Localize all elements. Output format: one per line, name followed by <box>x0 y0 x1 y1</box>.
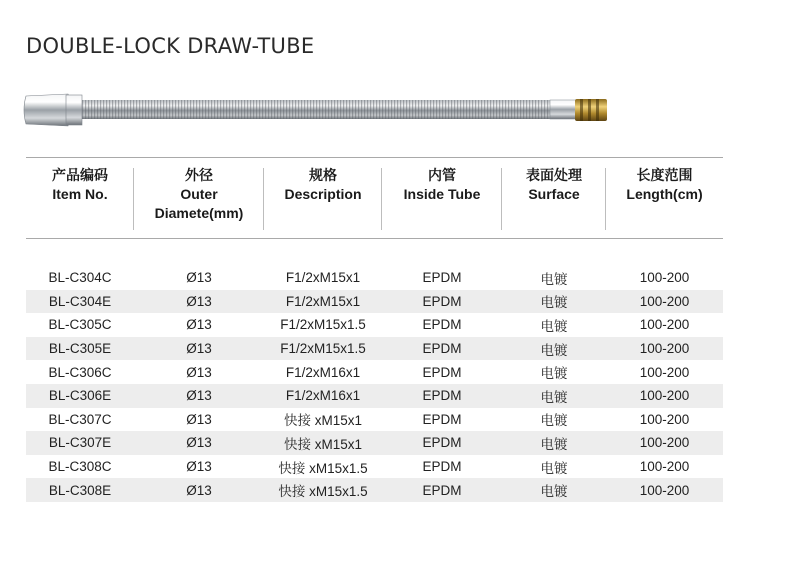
right-ferrule <box>550 100 576 119</box>
cell-item-no: BL-C307E <box>48 435 112 451</box>
table-row <box>26 290 723 314</box>
cell-outer-diameter: Ø13 <box>186 435 212 451</box>
cell-surface: 电镀 <box>540 484 568 500</box>
cell-inside-tube: EPDM <box>422 411 462 427</box>
cell-surface: 电镀 <box>540 413 568 429</box>
cell-inside-tube: EPDM <box>422 317 462 333</box>
table-top-rule <box>26 157 723 158</box>
cell-item-no: BL-C308C <box>48 459 112 475</box>
cell-description: 快接 xM15x1.5 <box>278 460 368 476</box>
cell-length: 100-200 <box>639 317 690 333</box>
table-row <box>26 384 723 408</box>
cell-description: F1/2xM15x1.5 <box>280 317 366 333</box>
cell-description: F1/2xM16x1 <box>285 388 361 404</box>
cell-description: F1/2xM15x1 <box>285 270 361 286</box>
cell-surface: 电镀 <box>540 436 568 452</box>
cell-inside-tube: EPDM <box>422 364 462 380</box>
cell-outer-diameter: Ø13 <box>186 459 212 475</box>
header-outer-diameter: 外径 Outer Diamete(mm) <box>134 166 264 230</box>
cell-surface: 电镀 <box>540 366 568 382</box>
cell-description: 快接 xM15x1 <box>283 436 363 452</box>
cell-length: 100-200 <box>639 270 690 286</box>
cell-inside-tube: EPDM <box>422 270 462 286</box>
table-row <box>26 313 723 337</box>
header-surface: 表面处理 Surface <box>502 166 606 230</box>
cell-outer-diameter: Ø13 <box>186 364 212 380</box>
table-row <box>26 337 723 361</box>
cell-surface: 电镀 <box>540 295 568 311</box>
table-row <box>26 408 723 432</box>
cell-surface: 电镀 <box>540 342 568 358</box>
cell-item-no: BL-C306C <box>48 364 112 380</box>
cell-item-no: BL-C304E <box>48 293 112 309</box>
header-length: 长度范围 Length(cm) <box>626 167 703 202</box>
header-description: 规格 Description <box>264 166 382 230</box>
page-title: DOUBLE-LOCK DRAW-TUBE <box>26 34 315 58</box>
cell-item-no: BL-C308E <box>48 482 112 498</box>
cell-description: F1/2xM16x1 <box>285 364 361 380</box>
cell-outer-diameter: Ø13 <box>186 293 212 309</box>
cell-outer-diameter: Ø13 <box>186 341 212 357</box>
cell-surface: 电镀 <box>540 460 568 476</box>
table-row <box>26 266 723 290</box>
cell-length: 100-200 <box>639 459 690 475</box>
cell-item-no: BL-C306E <box>48 388 112 404</box>
cell-surface: 电镀 <box>540 389 568 405</box>
cell-surface: 电镀 <box>540 318 568 334</box>
cell-length: 100-200 <box>639 411 690 427</box>
cell-outer-diameter: Ø13 <box>186 388 212 404</box>
cell-length: 100-200 <box>639 482 690 498</box>
header-inside-tube: 内管 Inside Tube <box>382 166 502 230</box>
header-item-no: 产品编码 Item No. <box>26 166 134 230</box>
cell-outer-diameter: Ø13 <box>186 270 212 286</box>
cell-length: 100-200 <box>639 364 690 380</box>
cell-description: F1/2xM15x1 <box>285 293 361 309</box>
cell-item-no: BL-C305E <box>48 341 112 357</box>
table-header-rule <box>26 238 723 239</box>
hose-product-image <box>22 88 610 132</box>
cell-inside-tube: EPDM <box>422 459 462 475</box>
table-row <box>26 478 723 502</box>
cell-item-no: BL-C304C <box>48 270 112 286</box>
left-nut <box>24 94 71 126</box>
cell-length: 100-200 <box>639 388 690 404</box>
cell-inside-tube: EPDM <box>422 482 462 498</box>
cell-length: 100-200 <box>639 435 690 451</box>
cell-inside-tube: EPDM <box>422 435 462 451</box>
table-row <box>26 431 723 455</box>
cell-outer-diameter: Ø13 <box>186 411 212 427</box>
cell-surface: 电镀 <box>540 271 568 287</box>
table-body <box>26 266 723 502</box>
cell-outer-diameter: Ø13 <box>186 482 212 498</box>
table-header <box>26 166 723 230</box>
cell-inside-tube: EPDM <box>422 293 462 309</box>
cell-inside-tube: EPDM <box>422 388 462 404</box>
cell-description: F1/2xM15x1.5 <box>280 341 366 357</box>
table-row <box>26 360 723 384</box>
cell-description: 快接 xM15x1.5 <box>278 484 368 500</box>
cell-outer-diameter: Ø13 <box>186 317 212 333</box>
cell-item-no: BL-C307C <box>48 411 112 427</box>
cell-length: 100-200 <box>639 293 690 309</box>
cell-inside-tube: EPDM <box>422 341 462 357</box>
cell-item-no: BL-C305C <box>48 317 112 333</box>
cell-length: 100-200 <box>639 341 690 357</box>
cell-description: 快接 xM15x1 <box>283 413 363 429</box>
table-row <box>26 455 723 479</box>
